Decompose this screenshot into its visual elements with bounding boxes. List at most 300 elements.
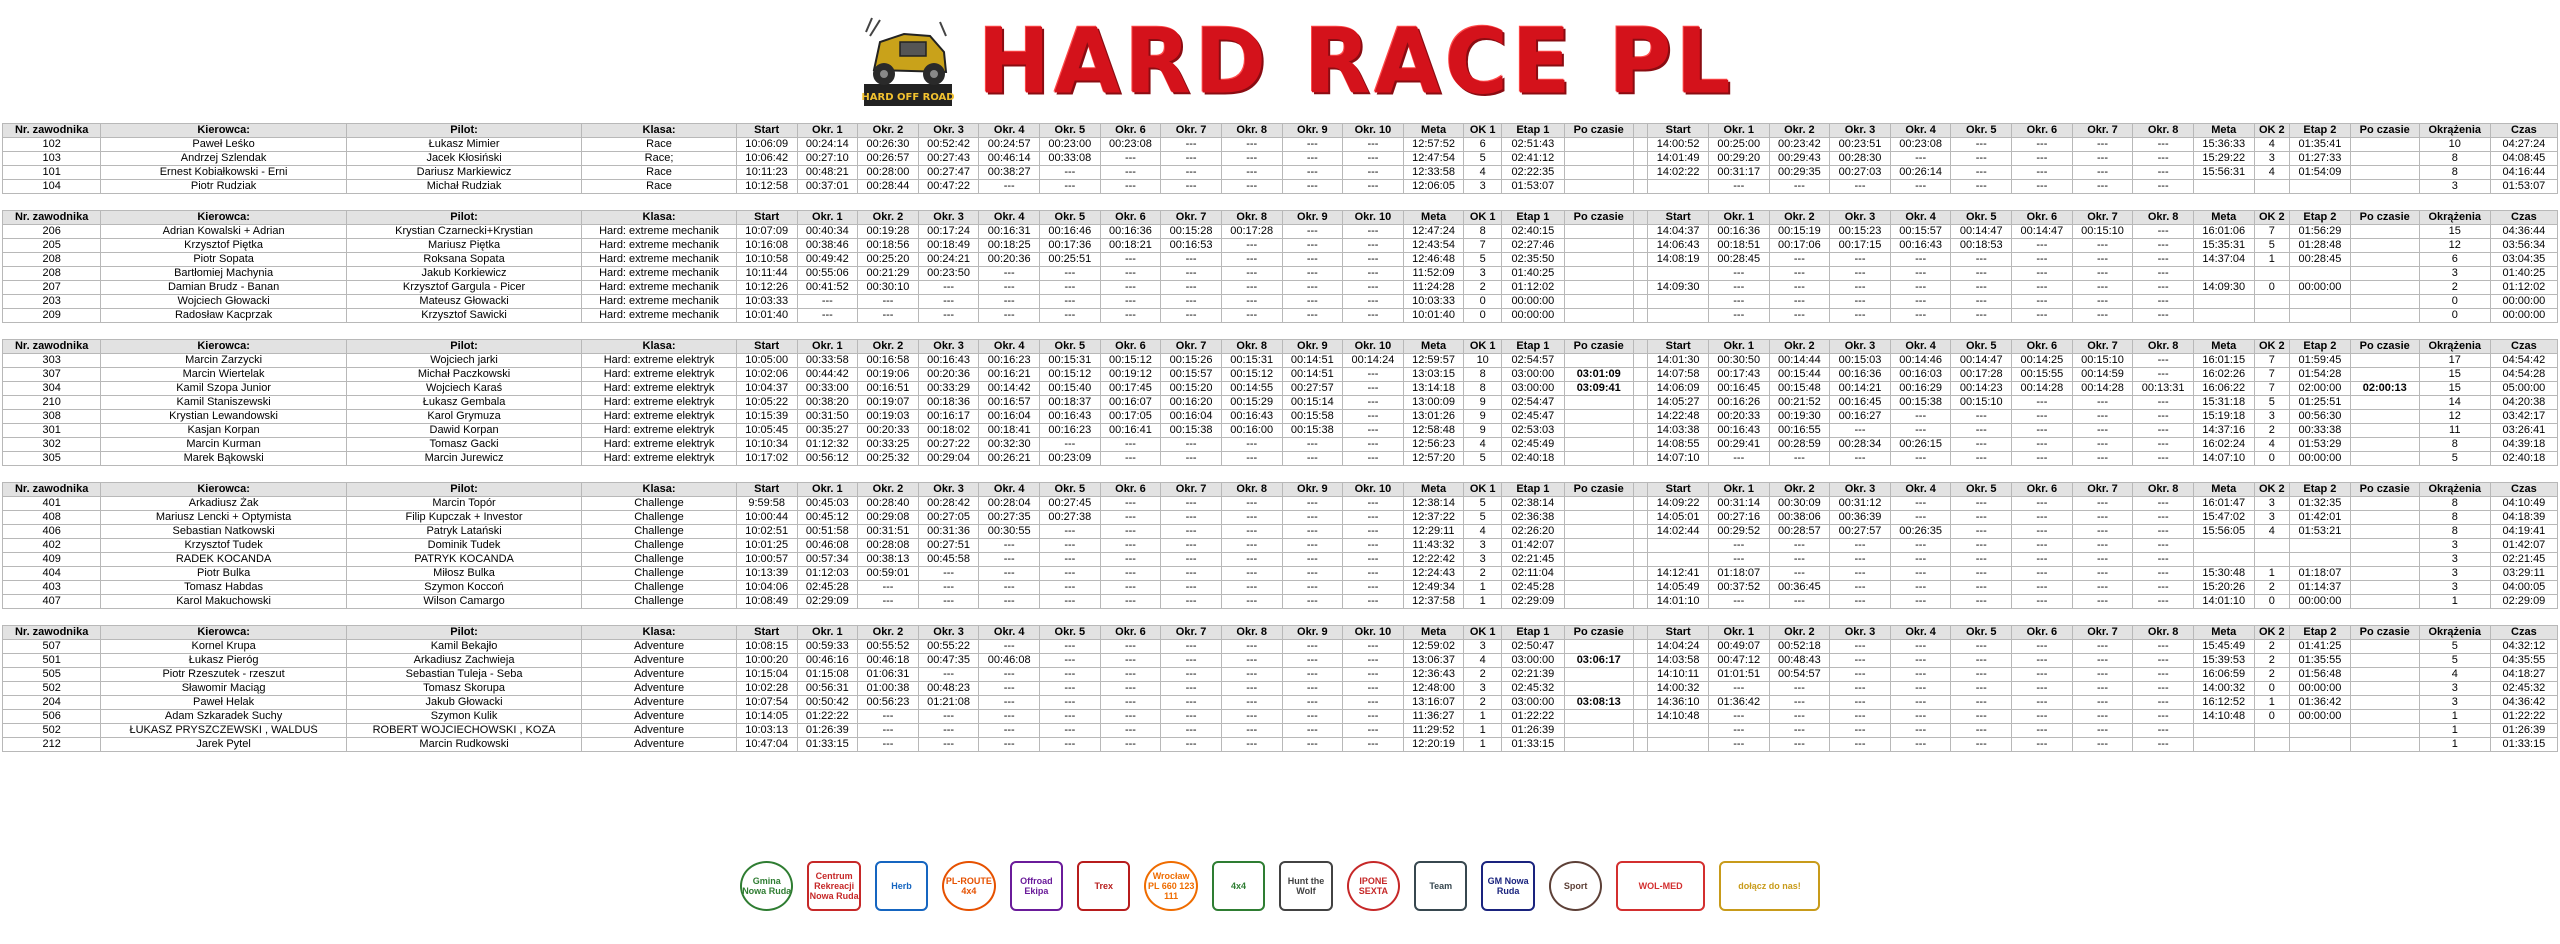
table-cell: 00:56:31 [797,682,858,696]
table-cell: 00:18:49 [918,239,979,253]
table-cell: --- [2072,724,2133,738]
table-cell: 00:14:23 [1951,382,2012,396]
table-cell [1648,267,1709,281]
table-cell: 00:27:05 [918,511,979,525]
table-cell: --- [2133,180,2194,194]
table-cell: --- [1769,724,1830,738]
table-cell: Hard: extreme mechanik [582,309,737,323]
table-cell: 00:15:28 [1161,225,1222,239]
table-cell [2350,738,2419,752]
table-cell: --- [1040,567,1101,581]
table-cell: 03:01:09 [1564,368,1633,382]
table-cell: --- [1161,152,1222,166]
table-row [3,180,2558,194]
table-cell: 00:15:57 [1161,368,1222,382]
table-cell: PATRYK KOCANDA [346,553,581,567]
table-cell: 04:39:18 [2490,438,2557,452]
table-cell: 14:01:10 [1648,595,1709,609]
table-cell: 01:40:25 [2490,267,2557,281]
table-cell: --- [1951,281,2012,295]
table-cell: 00:47:12 [1708,654,1769,668]
table-cell: --- [1890,452,1951,466]
table-row [3,553,2558,567]
table-cell: Challenge [582,553,737,567]
column-header: Okr. 5 [1040,211,1101,225]
table-cell: 02:51:43 [1502,138,1565,152]
sponsor-logo: Trex [1077,861,1130,911]
table-cell: --- [2012,166,2073,180]
sponsor-logo: Offroad Ekipa [1010,861,1063,911]
table-cell: --- [1343,180,1404,194]
table-cell: 10:03:13 [736,724,797,738]
table-cell: 00:16:57 [979,396,1040,410]
table-cell: --- [2133,724,2194,738]
table-cell: 01:22:22 [797,710,858,724]
table-cell: Wilson Camargo [346,595,581,609]
table-cell: 00:16:31 [979,225,1040,239]
table-cell: 00:45:03 [797,497,858,511]
table-cell: 10:08:49 [736,595,797,609]
table-cell: Challenge [582,539,737,553]
column-header: Pilot: [346,124,581,138]
table-cell: 12:06:05 [1403,180,1464,194]
table-cell: 2 [2254,640,2290,654]
table-cell [1564,567,1633,581]
table-cell: 10:04:37 [736,382,797,396]
column-header: Okr. 2 [858,340,919,354]
column-header: Kierowca: [101,124,347,138]
table-cell: --- [2133,354,2194,368]
table-cell: 00:28:40 [858,497,919,511]
table-cell: Marek Bąkowski [101,452,347,466]
table-cell: --- [1708,281,1769,295]
table-cell: --- [1161,138,1222,152]
sponsor-logo: PL-ROUTE 4x4 [942,861,995,911]
table-cell: --- [1769,738,1830,752]
table-cell: --- [1951,553,2012,567]
table-cell: --- [1951,724,2012,738]
header-row [3,211,2558,225]
table-cell: --- [1161,682,1222,696]
results-table [2,210,2558,323]
column-header: Okr. 9 [1282,626,1343,640]
table-cell: 3 [1464,180,1502,194]
table-cell: 00:16:45 [1708,382,1769,396]
results-table [2,339,2558,466]
table-cell: --- [1100,595,1161,609]
table-cell [2350,281,2419,295]
table-row [3,654,2558,668]
column-header: Okr. 8 [2133,211,2194,225]
table-cell: 00:17:43 [1708,368,1769,382]
column-header: Po czasie [2350,340,2419,354]
table-cell: 00:28:42 [918,497,979,511]
table-cell: --- [2133,309,2194,323]
table-row [3,295,2558,309]
table-cell: 00:28:44 [858,180,919,194]
column-header: Start [736,483,797,497]
table-cell: --- [1951,668,2012,682]
table-cell: --- [1343,553,1404,567]
table-cell: --- [2072,424,2133,438]
table-cell: --- [858,581,919,595]
table-cell: 01:56:29 [2290,225,2351,239]
table-cell: --- [1161,525,1222,539]
table-cell: 00:14:47 [1951,354,2012,368]
table-cell: 00:14:46 [1890,354,1951,368]
table-cell [1633,654,1648,668]
table-cell: 02:45:47 [1502,410,1565,424]
table-cell: --- [1890,654,1951,668]
table-cell [1633,166,1648,180]
table-cell: 1 [2419,710,2490,724]
table-cell: --- [1040,267,1101,281]
table-cell: Adrian Kowalski + Adrian [101,225,347,239]
table-cell: 4 [2254,438,2290,452]
table-cell: --- [1221,696,1282,710]
table-cell: 15 [2419,368,2490,382]
table-cell: 04:32:12 [2490,640,2557,654]
table-cell: 00:15:10 [1951,396,2012,410]
table-cell: --- [2133,654,2194,668]
table-cell: 10:05:22 [736,396,797,410]
table-cell: 01:53:29 [2290,438,2351,452]
table-cell: 00:29:41 [1708,438,1769,452]
table-cell: --- [1708,595,1769,609]
table-cell [1564,239,1633,253]
table-cell: Race [582,138,737,152]
table-cell: --- [1708,724,1769,738]
table-cell: 01:25:51 [2290,396,2351,410]
table-cell: 207 [3,281,101,295]
table-cell: --- [1769,710,1830,724]
table-cell: 12:57:52 [1403,138,1464,152]
table-cell: 00:28:45 [1708,253,1769,267]
table-cell: 00:15:57 [1890,225,1951,239]
table-cell: --- [2133,710,2194,724]
table-cell [2350,295,2419,309]
table-cell: 3 [2254,497,2290,511]
table-cell [1633,497,1648,511]
table-cell [2193,553,2254,567]
table-cell: 12:59:57 [1403,354,1464,368]
table-cell: 00:48:21 [797,166,858,180]
table-cell: --- [1282,710,1343,724]
table-cell: --- [1040,696,1101,710]
table-cell: --- [1161,452,1222,466]
table-cell [1633,668,1648,682]
table-cell: 00:30:50 [1708,354,1769,368]
table-row [3,396,2558,410]
table-cell: 3 [2419,539,2490,553]
table-cell: Krystian Lewandowski [101,410,347,424]
table-cell: 00:59:01 [858,567,919,581]
table-cell: 12:48:00 [1403,682,1464,696]
table-cell: 16:06:59 [2193,668,2254,682]
table-row [3,511,2558,525]
column-header: Okr. 4 [979,626,1040,640]
table-cell: --- [1100,166,1161,180]
column-header: Okr. 4 [979,211,1040,225]
table-cell: --- [1040,710,1101,724]
table-cell: --- [2072,595,2133,609]
table-cell: --- [918,595,979,609]
table-cell: 02:26:20 [1502,525,1565,539]
table-cell [2350,396,2419,410]
table-cell: 16:06:22 [2193,382,2254,396]
table-cell: 15:19:18 [2193,410,2254,424]
table-cell: --- [1040,438,1101,452]
table-cell: Andrzej Szlendak [101,152,347,166]
column-header: Okr. 1 [1708,626,1769,640]
column-header: Start [1648,211,1709,225]
table-cell: --- [1830,539,1891,553]
table-cell: 00:15:38 [1161,424,1222,438]
table-cell: --- [1100,511,1161,525]
column-header: Po czasie [1564,483,1633,497]
table-cell: --- [1100,640,1161,654]
table-cell: 00:31:14 [1708,497,1769,511]
table-cell: --- [1040,166,1101,180]
table-cell: --- [1830,682,1891,696]
table-cell: 02:40:18 [2490,452,2557,466]
table-cell: --- [2072,682,2133,696]
table-cell: Adventure [582,696,737,710]
column-header: Start [1648,340,1709,354]
table-cell: --- [1769,567,1830,581]
table-cell: --- [1040,668,1101,682]
table-cell: --- [2012,640,2073,654]
table-cell: 03:04:35 [2490,253,2557,267]
table-cell: 02:50:47 [1502,640,1565,654]
table-cell: 00:14:51 [1282,368,1343,382]
table-cell: 1 [2419,595,2490,609]
table-cell: --- [2012,180,2073,194]
table-cell: --- [1161,309,1222,323]
table-cell: 204 [3,696,101,710]
column-header: Okr. 9 [1282,211,1343,225]
table-cell: 0 [2254,281,2290,295]
table-cell: --- [1890,281,1951,295]
table-cell: --- [2012,511,2073,525]
column-header: Okr. 8 [1221,483,1282,497]
column-header: OK 2 [2254,626,2290,640]
table-cell [1633,710,1648,724]
table-cell [1564,410,1633,424]
table-cell: --- [2012,682,2073,696]
table-cell [1633,682,1648,696]
sponsor-logo: Team [1414,861,1467,911]
table-cell: --- [1343,138,1404,152]
table-cell [2350,368,2419,382]
table-cell: Jakub Głowacki [346,696,581,710]
table-cell: 8 [2419,497,2490,511]
table-cell: 1 [1464,724,1502,738]
table-cell: 2 [2419,281,2490,295]
table-cell: --- [2072,239,2133,253]
table-row [3,225,2558,239]
table-cell: --- [1100,309,1161,323]
table-cell: --- [2133,253,2194,267]
column-header: Okrążenia [2419,340,2490,354]
table-cell: 03:00:00 [1502,654,1565,668]
column-header: Meta [2193,626,2254,640]
table-cell: --- [1769,309,1830,323]
table-cell: --- [1282,180,1343,194]
table-cell: --- [1221,166,1282,180]
table-cell: --- [1343,682,1404,696]
table-cell: --- [2012,553,2073,567]
column-header: Meta [2193,124,2254,138]
table-cell: --- [2133,640,2194,654]
table-cell: Arkadiusz Zachwieja [346,654,581,668]
column-header: Okr. 9 [1282,483,1343,497]
table-cell: 12:49:34 [1403,581,1464,595]
table-cell: 14:10:11 [1648,668,1709,682]
table-cell: --- [1708,267,1769,281]
table-cell: --- [1343,511,1404,525]
table-cell: 7 [1464,239,1502,253]
table-cell: 0 [2254,682,2290,696]
table-cell: --- [1708,452,1769,466]
table-cell: 1 [1464,710,1502,724]
table-cell [1633,424,1648,438]
table-cell [1633,539,1648,553]
table-cell: --- [1343,382,1404,396]
column-header [1633,626,1648,640]
table-cell: 14:06:09 [1648,382,1709,396]
table-cell: 0 [2254,452,2290,466]
table-cell: --- [1161,267,1222,281]
column-header: Okr. 6 [1100,483,1161,497]
table-cell: 03:00:00 [1502,382,1565,396]
table-cell: --- [1282,438,1343,452]
column-header: Klasa: [582,211,737,225]
table-cell [1633,511,1648,525]
table-cell: 00:31:12 [1830,497,1891,511]
table-cell: 10:07:54 [736,696,797,710]
table-cell: Kamil Szopa Junior [101,382,347,396]
table-cell: 5 [1464,152,1502,166]
table-cell: 12:56:23 [1403,438,1464,452]
column-header: Okr. 7 [1161,340,1222,354]
table-cell: --- [1951,253,2012,267]
table-cell [2350,152,2419,166]
table-cell: 00:46:16 [797,654,858,668]
table-cell: --- [979,567,1040,581]
table-cell: 00:16:36 [1708,225,1769,239]
column-header: Nr. zawodnika [3,626,101,640]
table-cell: --- [2012,696,2073,710]
table-cell: 3 [1464,539,1502,553]
column-header: Start [1648,483,1709,497]
table-cell: --- [2072,710,2133,724]
column-header [1633,124,1648,138]
table-cell: 01:33:15 [797,738,858,752]
table-cell: --- [1161,180,1222,194]
table-cell: --- [979,309,1040,323]
sponsor-logo: 4x4 [1212,861,1265,911]
table-cell: --- [1100,497,1161,511]
table-cell: Adventure [582,738,737,752]
table-cell: 15:56:05 [2193,525,2254,539]
column-header: Okr. 7 [2072,483,2133,497]
table-cell [2290,553,2351,567]
table-cell [1564,396,1633,410]
column-header: Okr. 2 [858,483,919,497]
table-cell: 14:07:58 [1648,368,1709,382]
table-row [3,239,2558,253]
table-cell: 4 [2254,525,2290,539]
table-cell: --- [1282,511,1343,525]
table-cell: 1 [1464,595,1502,609]
table-cell: --- [1100,180,1161,194]
table-cell: 01:12:02 [2490,281,2557,295]
column-header: Start [736,340,797,354]
table-cell [1633,281,1648,295]
table-cell: 01:42:01 [2290,511,2351,525]
table-cell: 3 [2419,180,2490,194]
table-cell: --- [1890,511,1951,525]
column-header: Okr. 1 [797,483,858,497]
table-cell: 4 [1464,166,1502,180]
table-cell: --- [1343,309,1404,323]
table-cell: --- [2072,553,2133,567]
table-cell [2193,539,2254,553]
column-header: Okr. 10 [1343,124,1404,138]
table-cell: --- [1769,267,1830,281]
table-cell: 12:47:24 [1403,225,1464,239]
table-cell: Challenge [582,595,737,609]
table-cell: Tomasz Gacki [346,438,581,452]
table-cell: Wojciech Karaś [346,382,581,396]
table-cell: 00:27:45 [1040,497,1101,511]
table-cell: 00:15:20 [1161,382,1222,396]
table-cell: --- [2133,696,2194,710]
column-header: Okr. 8 [2133,483,2194,497]
table-cell: 00:00:00 [2490,309,2557,323]
column-header: Etap 2 [2290,124,2351,138]
table-cell: 00:20:33 [858,424,919,438]
table-cell: 408 [3,511,101,525]
table-cell: 00:28:30 [1830,152,1891,166]
table-cell: --- [2012,438,2073,452]
table-cell: --- [1282,253,1343,267]
table-cell: 00:48:43 [1769,654,1830,668]
table-cell: 00:14:25 [2012,354,2073,368]
logo-area [860,8,1735,116]
table-cell: 10:13:39 [736,567,797,581]
column-header: Okr. 1 [797,340,858,354]
column-header: Okr. 5 [1951,340,2012,354]
column-header: Okr. 8 [2133,124,2194,138]
table-cell: 10:03:33 [1403,295,1464,309]
table-cell: 3 [1464,682,1502,696]
table-cell: 00:25:00 [1708,138,1769,152]
table-cell: --- [858,595,919,609]
table-cell: 00:15:14 [1282,396,1343,410]
table-cell: 00:31:50 [797,410,858,424]
table-cell: --- [1221,682,1282,696]
table-cell: 00:20:36 [918,368,979,382]
table-cell: --- [1830,581,1891,595]
table-row [3,138,2558,152]
table-cell: 01:06:31 [858,668,919,682]
table-cell: Kamil Bekajło [346,640,581,654]
table-cell: Krzysztof Tudek [101,539,347,553]
table-cell: --- [1951,682,2012,696]
table-cell [2350,511,2419,525]
